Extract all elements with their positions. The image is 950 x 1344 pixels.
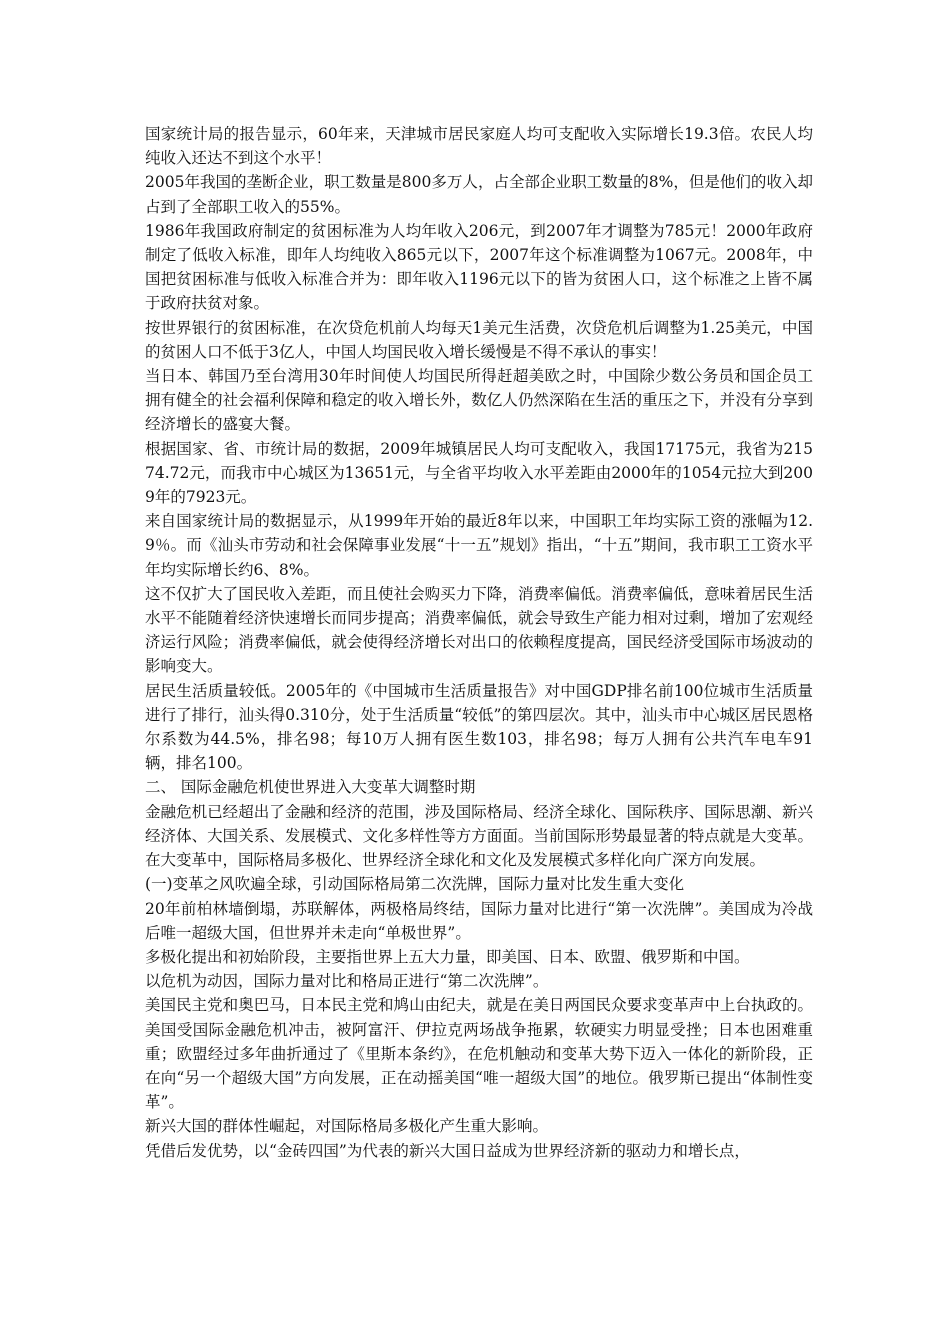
subsection-heading: (一)变革之风吹遍全球，引动国际格局第二次洗牌，国际力量对比发生重大变化 [145, 875, 685, 894]
paragraph: 1986年我国政府制定的贫困标准为人均年收入206元，到2007年才调整为785元！2000年政府制定了低收入标准，即年人均纯收入865元以下，2007年这个标准调整为1067元。2008年，中国把贫困标准与低收入标准合并为：即年收入1196元以下的皆为贫困人口，这个标准之上皆不属于政府扶贫对象。 [145, 221, 813, 313]
paragraph: 金融危机已经超出了金融和经济的范围，涉及国际格局、经济全球化、国际秩序、国际思潮、新兴经济体、大国关系、发展模式、文化多样性等方方面面。当前国际形势最显著的特点就是大变革。在大变革中，国际格局多极化、世界经济全球化和文化及发展模式多样化向广深方向发展。 [145, 802, 813, 870]
paragraph: 多极化提出和初始阶段，主要指世界上五大力量，即美国、日本、欧盟、俄罗斯和中国。 [145, 947, 750, 966]
paragraph: 按世界银行的贫困标准，在次贷危机前人均每天1美元生活费，次贷危机后调整为1.25美元，中国的贫困人口不低于3亿人，中国人均国民收入增长缓慢是不得不承认的事实！ [145, 318, 813, 361]
paragraph: 居民生活质量较低。2005年的《中国城市生活质量报告》对中国GDP排名前100位城市生活质量进行了排行，汕头得0.310分，处于生活质量“较低”的第四层次。其中，汕头市中心城区居民恩格尔系数为44.5%，排名98；每10万人拥有医生数103，排名98；每万人拥有公共汽车电车91辆，排名100。 [145, 681, 813, 773]
section-heading: 二、 国际金融危机使世界进入大变革大调整时期 [145, 778, 476, 797]
paragraph: 凭借后发优势，以“金砖四国”为代表的新兴大国日益成为世界经济新的驱动力和增长点， [145, 1141, 750, 1160]
document-body [145, 122, 813, 1163]
paragraph: 2005年我国的垄断企业，职工数量是800多万人，占全部企业职工数量的8%，但是他们的收入却占到了全部职工收入的55%。 [145, 173, 813, 216]
paragraph: 根据国家、省、市统计局的数据，2009年城镇居民人均可支配收入，我国17175元，我省为21574.72元，而我市中心城区为13651元，与全省平均收入水平差距由2000年的1054元拉大到2009年的7923元。 [145, 439, 813, 507]
paragraph: 国家统计局的报告显示，60年来，天津城市居民家庭人均可支配收入实际增长19.3倍。农民人均纯收入还达不到这个水平！ [145, 125, 813, 168]
paragraph: 这不仅扩大了国民收入差距，而且使社会购买力下降，消费率偏低。消费率偏低，意味着居民生活水平不能随着经济快速增长而同步提高；消费率偏低，就会导致生产能力相对过剩，增加了宏观经济运行风险；消费率偏低，就会使得经济增长对出口的依赖程度提高，国民经济受国际市场波动的影响变大。 [145, 584, 813, 676]
paragraph: 以危机为动因，国际力量对比和格局正进行“第二次洗牌”。 [145, 972, 549, 991]
paragraph: 新兴大国的群体性崛起，对国际格局多极化产生重大影响。 [145, 1117, 549, 1136]
paragraph: 20年前柏林墙倒塌，苏联解体，两极格局终结，国际力量对比进行“第一次洗牌”。美国成为冷战后唯一超级大国，但世界并未走向“单极世界”。 [145, 899, 813, 942]
paragraph: 当日本、韩国乃至台湾用30年时间使人均国民所得赶超美欧之时，中国除少数公务员和国企员工拥有健全的社会福利保障和稳定的收入增长外，数亿人仍然深陷在生活的重压之下，并没有分享到经济增长的盛宴大餐。 [145, 367, 813, 434]
paragraph: 来自国家统计局的数据显示，从1999年开始的最近8年以来，中国职工年均实际工资的涨幅为12.9％。而《汕头市劳动和社会保障事业发展“十一五”规划》指出，“十五”期间，我市职工工资水平年均实际增长约6、8%。 [145, 512, 813, 579]
paragraph: 美国民主党和奥巴马，日本民主党和鸠山由纪夫，就是在美日两国民众要求变革声中上台执政的。美国受国际金融危机冲击，被阿富汗、伊拉克两场战争拖累，软硬实力明显受挫；日本也困难重重；欧盟经过多年曲折通过了《里斯本条约》，在危机触动和变革大势下迈入一体化的新阶段，正在向“另一个超级大国”方向发展，正在动摇美国“唯一超级大国”的地位。俄罗斯已提出“体制性变革”。 [145, 996, 813, 1112]
